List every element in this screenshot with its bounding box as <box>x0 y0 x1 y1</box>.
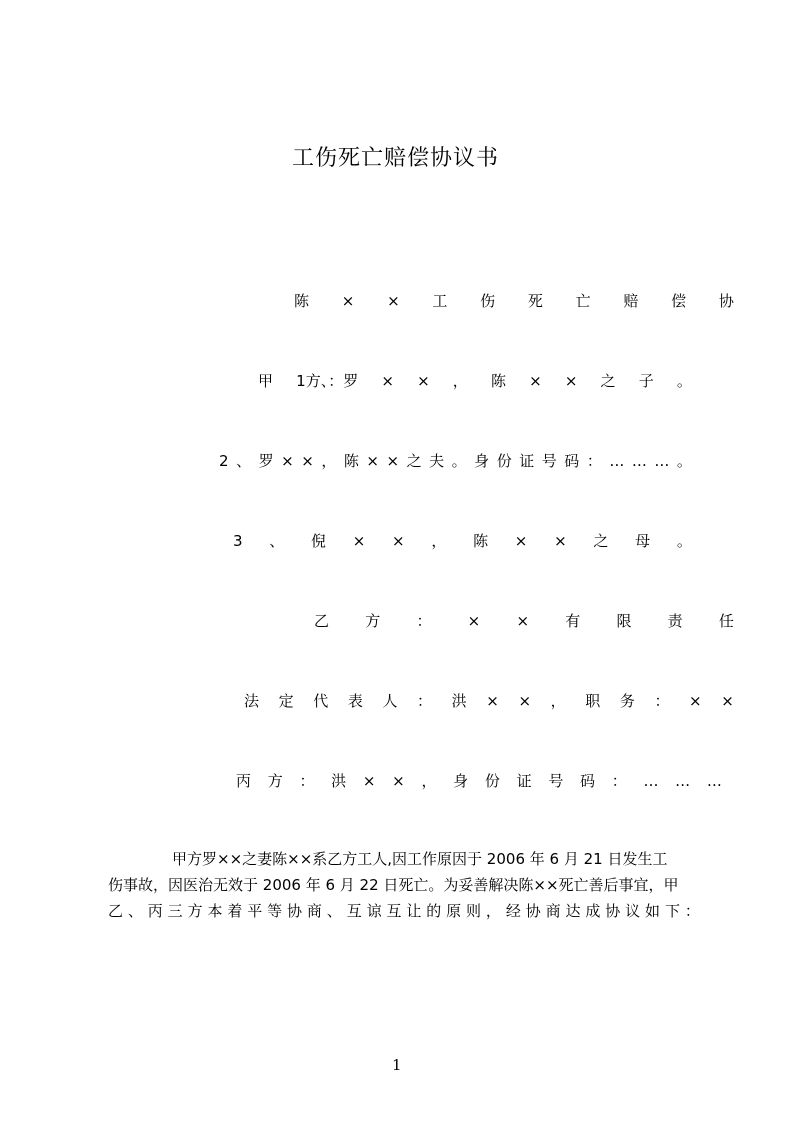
text-segment: × <box>366 452 379 470</box>
text-segment: 份 <box>484 772 500 790</box>
text-segment: ， <box>452 372 468 390</box>
text-segment: ： <box>416 612 432 630</box>
text-segment: 。 <box>676 372 692 390</box>
text-segment: 赔 <box>623 292 639 310</box>
page-number: 1 <box>392 1056 402 1074</box>
text-segment: × <box>301 452 314 470</box>
text-segment: × <box>352 532 366 550</box>
text-segment: 本 <box>207 902 223 920</box>
text-segment: 3 <box>233 532 243 550</box>
text-segment: … <box>631 452 647 470</box>
text-segment: 方 <box>267 772 283 790</box>
text-segment: × <box>689 692 702 710</box>
text-segment: ： <box>684 902 700 920</box>
text-segment: ： <box>654 692 670 710</box>
text-segment: 之 <box>406 452 422 470</box>
text-segment: 经 <box>505 902 521 920</box>
text-segment: 夫 <box>429 452 445 470</box>
text-segment: 如 <box>645 902 661 920</box>
text-segment: … <box>654 452 670 470</box>
text-segment: × <box>362 772 376 790</box>
text-segment: 协 <box>605 902 621 920</box>
text-segment: 方 <box>365 612 381 630</box>
text-segment: 亡 <box>575 292 591 310</box>
text-segment: 等 <box>267 902 283 920</box>
text-segment: ： <box>417 692 433 710</box>
text-segment: 份 <box>496 452 512 470</box>
text-segment: ： <box>299 772 315 790</box>
text-segment: 、 <box>326 902 342 920</box>
text-segment: 洪 <box>451 692 467 710</box>
text-segment: 、 <box>236 452 252 470</box>
text-segment: 身 <box>453 772 469 790</box>
text-segment: × <box>518 692 532 710</box>
legal-representative-line <box>244 691 734 711</box>
text-segment: 下 <box>664 902 680 920</box>
body-line-1: 甲方罗××之妻陈××系乙方工人,因工作原因于 2006 年 6 月 21 日发生工 <box>172 850 668 868</box>
text-segment: 甲 <box>258 372 274 390</box>
text-segment: × <box>381 372 394 390</box>
text-segment: 定 <box>278 692 294 710</box>
text-segment: 洪 <box>331 772 347 790</box>
text-segment: 协 <box>525 902 541 920</box>
text-segment: × <box>554 532 567 550</box>
text-segment: 的 <box>426 902 442 920</box>
text-segment: 人 <box>382 692 398 710</box>
text-segment: × <box>514 532 528 550</box>
body-line-2: 伤事故，因医治无效于 2006 年 6 月 22 日死亡。为妥善解决陈××死亡善后事宜，甲 <box>108 876 679 894</box>
text-segment: ： <box>611 772 627 790</box>
text-segment: × <box>529 372 542 390</box>
text-segment: 倪 <box>311 532 327 550</box>
text-segment: … <box>675 772 691 790</box>
party-a-line-1 <box>258 371 692 391</box>
text-segment: 之 <box>593 532 609 550</box>
text-segment: … <box>643 772 659 790</box>
text-segment: × <box>516 612 530 630</box>
text-segment: 乙 <box>108 902 124 920</box>
text-segment: 互 <box>386 902 402 920</box>
text-segment: 着 <box>227 902 243 920</box>
text-segment: 原 <box>446 902 462 920</box>
text-segment: 责 <box>667 612 683 630</box>
text-segment: 码 <box>580 772 596 790</box>
text-segment: 达 <box>565 902 581 920</box>
text-segment: 方 <box>187 902 203 920</box>
text-segment: 陈 <box>490 372 506 390</box>
text-segment: × <box>486 692 499 710</box>
text-segment: 代 <box>313 692 329 710</box>
text-segment: 让 <box>406 902 422 920</box>
text-segment: 。 <box>676 452 692 470</box>
text-segment: 子 <box>638 372 654 390</box>
text-segment: 母 <box>635 532 651 550</box>
text-segment: 1方、：罗 <box>296 372 359 390</box>
text-segment: 死 <box>527 292 543 310</box>
text-segment: 议 <box>625 902 641 920</box>
text-segment: … <box>706 772 722 790</box>
text-segment: 号 <box>541 452 557 470</box>
text-segment: × <box>281 452 294 470</box>
text-segment: × <box>721 692 734 710</box>
text-segment: 平 <box>247 902 263 920</box>
text-segment: × <box>417 372 430 390</box>
text-segment: 伤 <box>480 292 496 310</box>
text-segment: ， <box>431 532 447 550</box>
text-segment: ： <box>586 452 602 470</box>
text-segment: 协 <box>287 902 303 920</box>
party-a-line-3 <box>233 531 692 551</box>
text-segment: 陈 <box>343 452 359 470</box>
text-segment: 限 <box>616 612 632 630</box>
text-segment: 工 <box>432 292 448 310</box>
agreement-heading-line <box>294 291 734 311</box>
text-segment: × <box>392 532 405 550</box>
text-segment: 谅 <box>366 902 382 920</box>
text-segment: × <box>387 292 400 310</box>
text-segment: 、 <box>127 902 143 920</box>
text-segment: 务 <box>619 692 635 710</box>
text-segment: 表 <box>347 692 363 710</box>
text-segment: × <box>341 292 355 310</box>
text-segment: 偿 <box>671 292 687 310</box>
text-segment: 2 <box>219 452 229 470</box>
text-segment: × <box>564 372 578 390</box>
text-segment: 、 <box>269 532 285 550</box>
text-segment: 陈 <box>473 532 489 550</box>
text-segment: 丙 <box>147 902 163 920</box>
text-segment: × <box>467 612 481 630</box>
document-title: 工伤死亡赔偿协议书 <box>292 146 500 171</box>
text-segment: 丙 <box>236 772 252 790</box>
text-segment: 商 <box>306 902 322 920</box>
text-segment: 罗 <box>258 452 274 470</box>
body-line-3 <box>108 898 700 924</box>
text-segment: ， <box>321 452 337 470</box>
party-c-line <box>236 771 722 791</box>
text-segment: 商 <box>545 902 561 920</box>
text-segment: 互 <box>346 902 362 920</box>
text-segment: 三 <box>167 902 183 920</box>
text-segment: × <box>386 452 400 470</box>
text-segment: 有 <box>565 612 581 630</box>
text-segment: ， <box>421 772 437 790</box>
text-segment: 乙 <box>314 612 330 630</box>
text-segment: × <box>392 772 405 790</box>
text-segment: ， <box>485 902 501 920</box>
text-segment: 成 <box>585 902 601 920</box>
text-segment: … <box>609 452 625 470</box>
party-b-line <box>314 611 734 631</box>
text-segment: 陈 <box>294 292 310 310</box>
text-segment: 协 <box>718 292 734 310</box>
text-segment: 法 <box>244 692 260 710</box>
text-segment: 。 <box>451 452 467 470</box>
agreement-body-paragraph <box>108 846 700 924</box>
text-segment: 职 <box>585 692 601 710</box>
text-segment: 身 <box>474 452 490 470</box>
text-segment: 号 <box>548 772 564 790</box>
text-segment: 证 <box>519 452 535 470</box>
text-segment: 证 <box>516 772 532 790</box>
party-a-line-2 <box>219 451 692 471</box>
text-segment: 之 <box>600 372 616 390</box>
text-segment: ， <box>550 692 566 710</box>
text-segment: 则 <box>466 902 482 920</box>
text-segment: 任 <box>718 612 734 630</box>
text-segment: 码 <box>564 452 580 470</box>
text-segment: 。 <box>676 532 692 550</box>
